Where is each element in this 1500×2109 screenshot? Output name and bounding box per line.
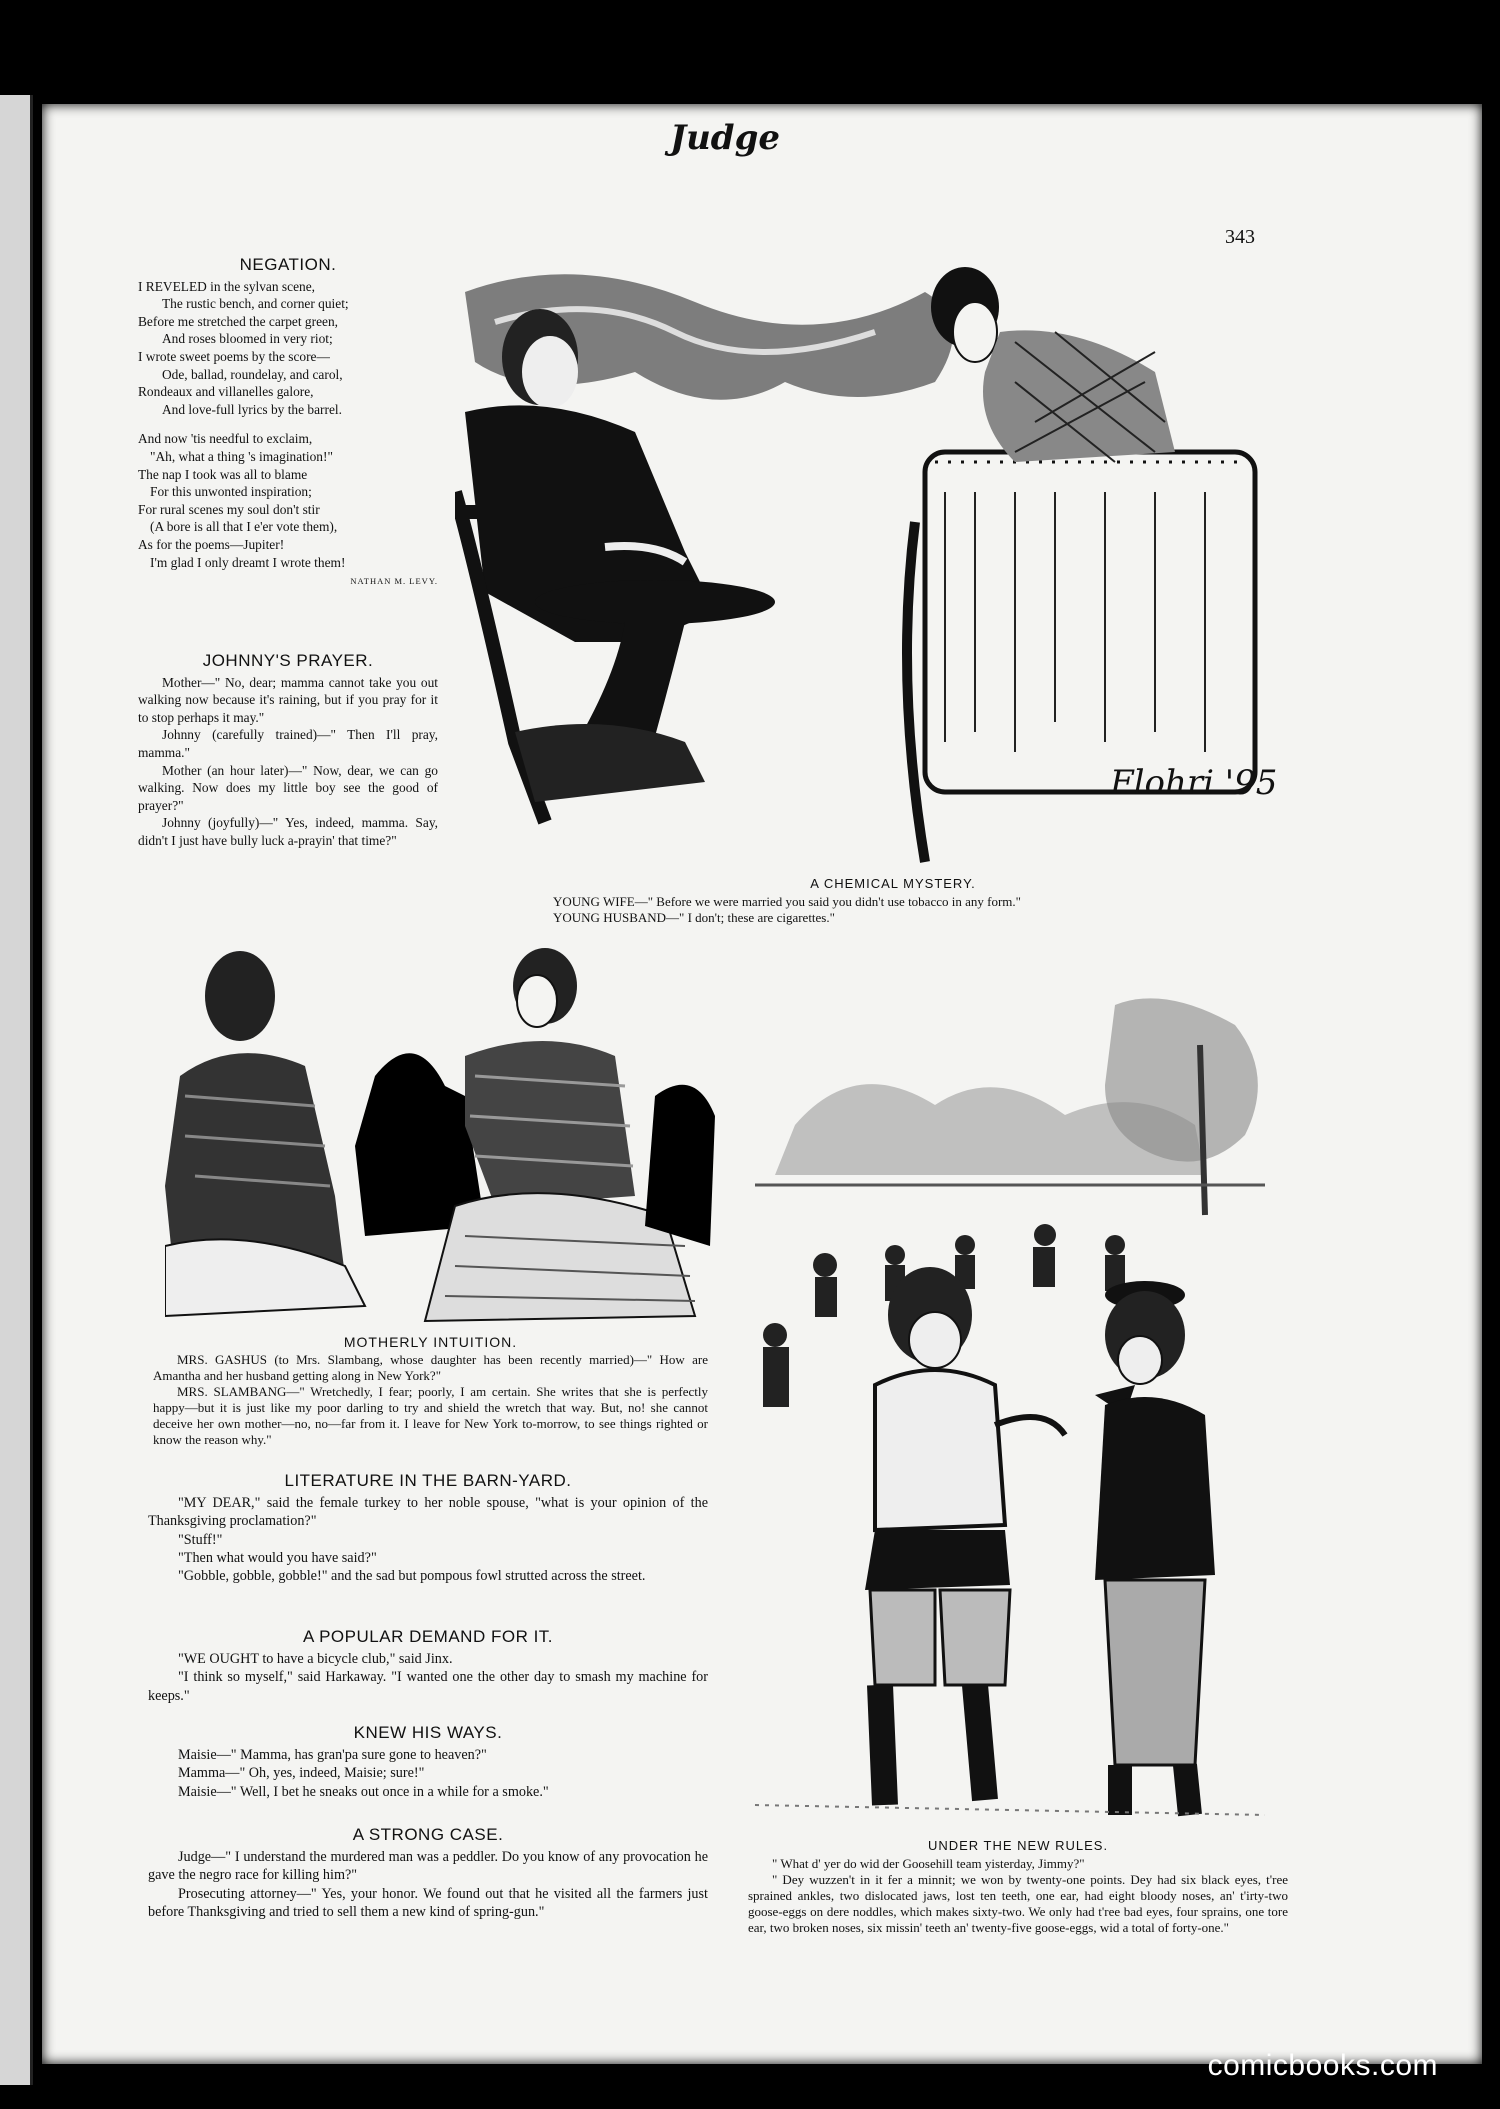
poem-line: (A bore is all that I e'er vote them), bbox=[150, 519, 338, 535]
poem-line: And love-full lyrics by the barrel. bbox=[162, 401, 342, 417]
barnyard-story bbox=[148, 1472, 708, 1585]
popular-para: "WE OUGHT to have a bicycle club," said Jinx. bbox=[178, 1651, 453, 1668]
barnyard-para: "MY DEAR," said the female turkey to her noble spouse, "what is your opinion of the Thanksgiving proclamation?" bbox=[148, 1495, 708, 1530]
strong-para: Judge—" I understand the murdered man was a peddler. Do you know of any provocation he gave the negro race for killing him?" bbox=[148, 1849, 708, 1884]
motherly-para-2: MRS. SLAMBANG—" Wretchedly, I fear; poorly, I am certain. She writes that she is perfectly happy—but it is just like my poor darling to try and shield the wretch that way. But, no! she cannot deceive her own mother—no, no—far from it. I leave for New York to-morrow, to see things righted or know the reason why." bbox=[153, 1384, 708, 1447]
masthead: Judge bbox=[670, 118, 780, 158]
new-rules-caption bbox=[748, 1838, 1288, 1936]
previous-page-edge bbox=[0, 95, 33, 2085]
popular-title: A POPULAR DEMAND FOR IT. bbox=[302, 1627, 554, 1646]
signature-text: Flohri '95 bbox=[1110, 763, 1278, 803]
knew-para: Mamma—" Oh, yes, indeed, Maisie; sure!" bbox=[178, 1765, 425, 1782]
poem-line: The rustic bench, and corner quiet; bbox=[162, 296, 349, 312]
poem-line: For rural scenes my soul don't stir bbox=[138, 501, 320, 517]
motherly-intuition-illustration bbox=[165, 946, 720, 1331]
new-rules-para-2: " Dey wuzzen't in it fer a minnit; we won by twenty-one points. Dey had six black eyes, t'ree sprained ankles, two dislocated jaws, lost ten teeth, one ear, had eight bloody noses, an' t'irty-two goose-eggs on dere noddles, which makes sixty-two. We only had t'ree bad eyes, four sprains, one tore ear, two broken noses, six missin' teeth an' twenty-five goose-eggs, wid a total of forty-one." bbox=[748, 1872, 1288, 1935]
poem-line: And roses bloomed in very riot; bbox=[162, 331, 333, 347]
negation-author: NATHAN M. LEVY. bbox=[350, 576, 438, 587]
poem-line: I REVELED in the sylvan scene, bbox=[138, 278, 316, 294]
johnnys-prayer bbox=[138, 652, 438, 850]
motherly-caption bbox=[153, 1334, 708, 1448]
page-number: 343 bbox=[1225, 226, 1255, 248]
popular-para: "I think so myself," said Harkaway. "I wanted one the other day to smash my machine for keeps." bbox=[148, 1669, 708, 1704]
johnny-para: Johnny (carefully trained)—" Then I'll pray, mamma." bbox=[138, 727, 438, 760]
knew-para: Maisie—" Mamma, has gran'pa sure gone to heaven?" bbox=[178, 1747, 487, 1764]
chemical-line-2: YOUNG HUSBAND—" I don't; these are cigarettes." bbox=[553, 910, 835, 925]
motherly-para-1: MRS. GASHUS (to Mrs. Slambang, whose daughter has been recently married)—" How are Amantha and her husband getting along in New York?" bbox=[153, 1352, 708, 1383]
new-rules-para-1: " What d' yer do wid der Goosehill team yisterday, Jimmy?" bbox=[772, 1856, 1085, 1871]
barnyard-para: "Stuff!" bbox=[178, 1531, 223, 1548]
barnyard-para: "Then what would you have said?" bbox=[178, 1549, 377, 1566]
chemical-caption bbox=[553, 876, 1233, 926]
knew-his-ways-story bbox=[148, 1724, 708, 1801]
johnny-para: Johnny (joyfully)—" Yes, indeed, mamma. Say, didn't I just have bully luck a-prayin' that time?" bbox=[138, 815, 438, 848]
negation-title: NEGATION. bbox=[239, 255, 337, 274]
new-rules-illustration bbox=[735, 985, 1280, 1840]
poem-line: I'm glad I only dreamt I wrote them! bbox=[150, 554, 346, 570]
chemical-line-1: YOUNG WIFE—" Before we were married you said you didn't use tobacco in any form." bbox=[553, 894, 1021, 909]
poem-line: Before me stretched the carpet green, bbox=[138, 313, 339, 329]
poem-line: For this unwonted inspiration; bbox=[150, 484, 312, 500]
poem-line: I wrote sweet poems by the score— bbox=[138, 348, 330, 364]
poem-line bbox=[138, 418, 438, 430]
barnyard-para: "Gobble, gobble, gobble!" and the sad but pompous fowl strutted across the street. bbox=[178, 1568, 646, 1585]
popular-demand-story bbox=[148, 1628, 708, 1705]
site-watermark: comicbooks.com bbox=[1207, 2049, 1438, 2082]
strong-title: A STRONG CASE. bbox=[352, 1825, 504, 1844]
knew-title: KNEW HIS WAYS. bbox=[353, 1723, 503, 1742]
poem-line: "Ah, what a thing 's imagination!" bbox=[150, 448, 333, 464]
poem-line: As for the poems—Jupiter! bbox=[138, 536, 285, 552]
poem-line: Rondeaux and villanelles galore, bbox=[138, 384, 314, 400]
motherly-title: MOTHERLY INTUITION. bbox=[343, 1334, 518, 1350]
barnyard-title: LITERATURE IN THE BARN-YARD. bbox=[284, 1471, 572, 1490]
strong-para: Prosecuting attorney—" Yes, your honor. We found out that he visited all the farmers just before Thanksgiving and tried to sell them a new kind of spring-gun." bbox=[148, 1885, 708, 1920]
poem-line: The nap I took was all to blame bbox=[138, 466, 308, 482]
johnny-para: Mother (an hour later)—" Now, dear, we can go walking. Now does my little boy see the good of prayer?" bbox=[138, 762, 438, 813]
knew-para: Maisie—" Well, I bet he sneaks out once in a while for a smoke." bbox=[178, 1783, 549, 1800]
chemical-title: A CHEMICAL MYSTERY. bbox=[810, 876, 976, 891]
new-rules-title: UNDER THE NEW RULES. bbox=[927, 1838, 1109, 1853]
chemical-mystery-illustration bbox=[455, 262, 1280, 874]
negation-lines bbox=[138, 278, 438, 572]
artist-signature bbox=[1109, 763, 1277, 803]
johnny-title: JOHNNY'S PRAYER. bbox=[202, 651, 374, 670]
poem-line: And now 'tis needful to exclaim, bbox=[138, 431, 313, 447]
strong-case-story bbox=[148, 1826, 708, 1921]
negation-poem bbox=[138, 256, 438, 591]
johnny-para: Mother—" No, dear; mamma cannot take you out walking now because it's raining, but if you pray for it to stop perhaps it may." bbox=[138, 674, 438, 725]
poem-line: Ode, ballad, roundelay, and carol, bbox=[162, 366, 343, 382]
